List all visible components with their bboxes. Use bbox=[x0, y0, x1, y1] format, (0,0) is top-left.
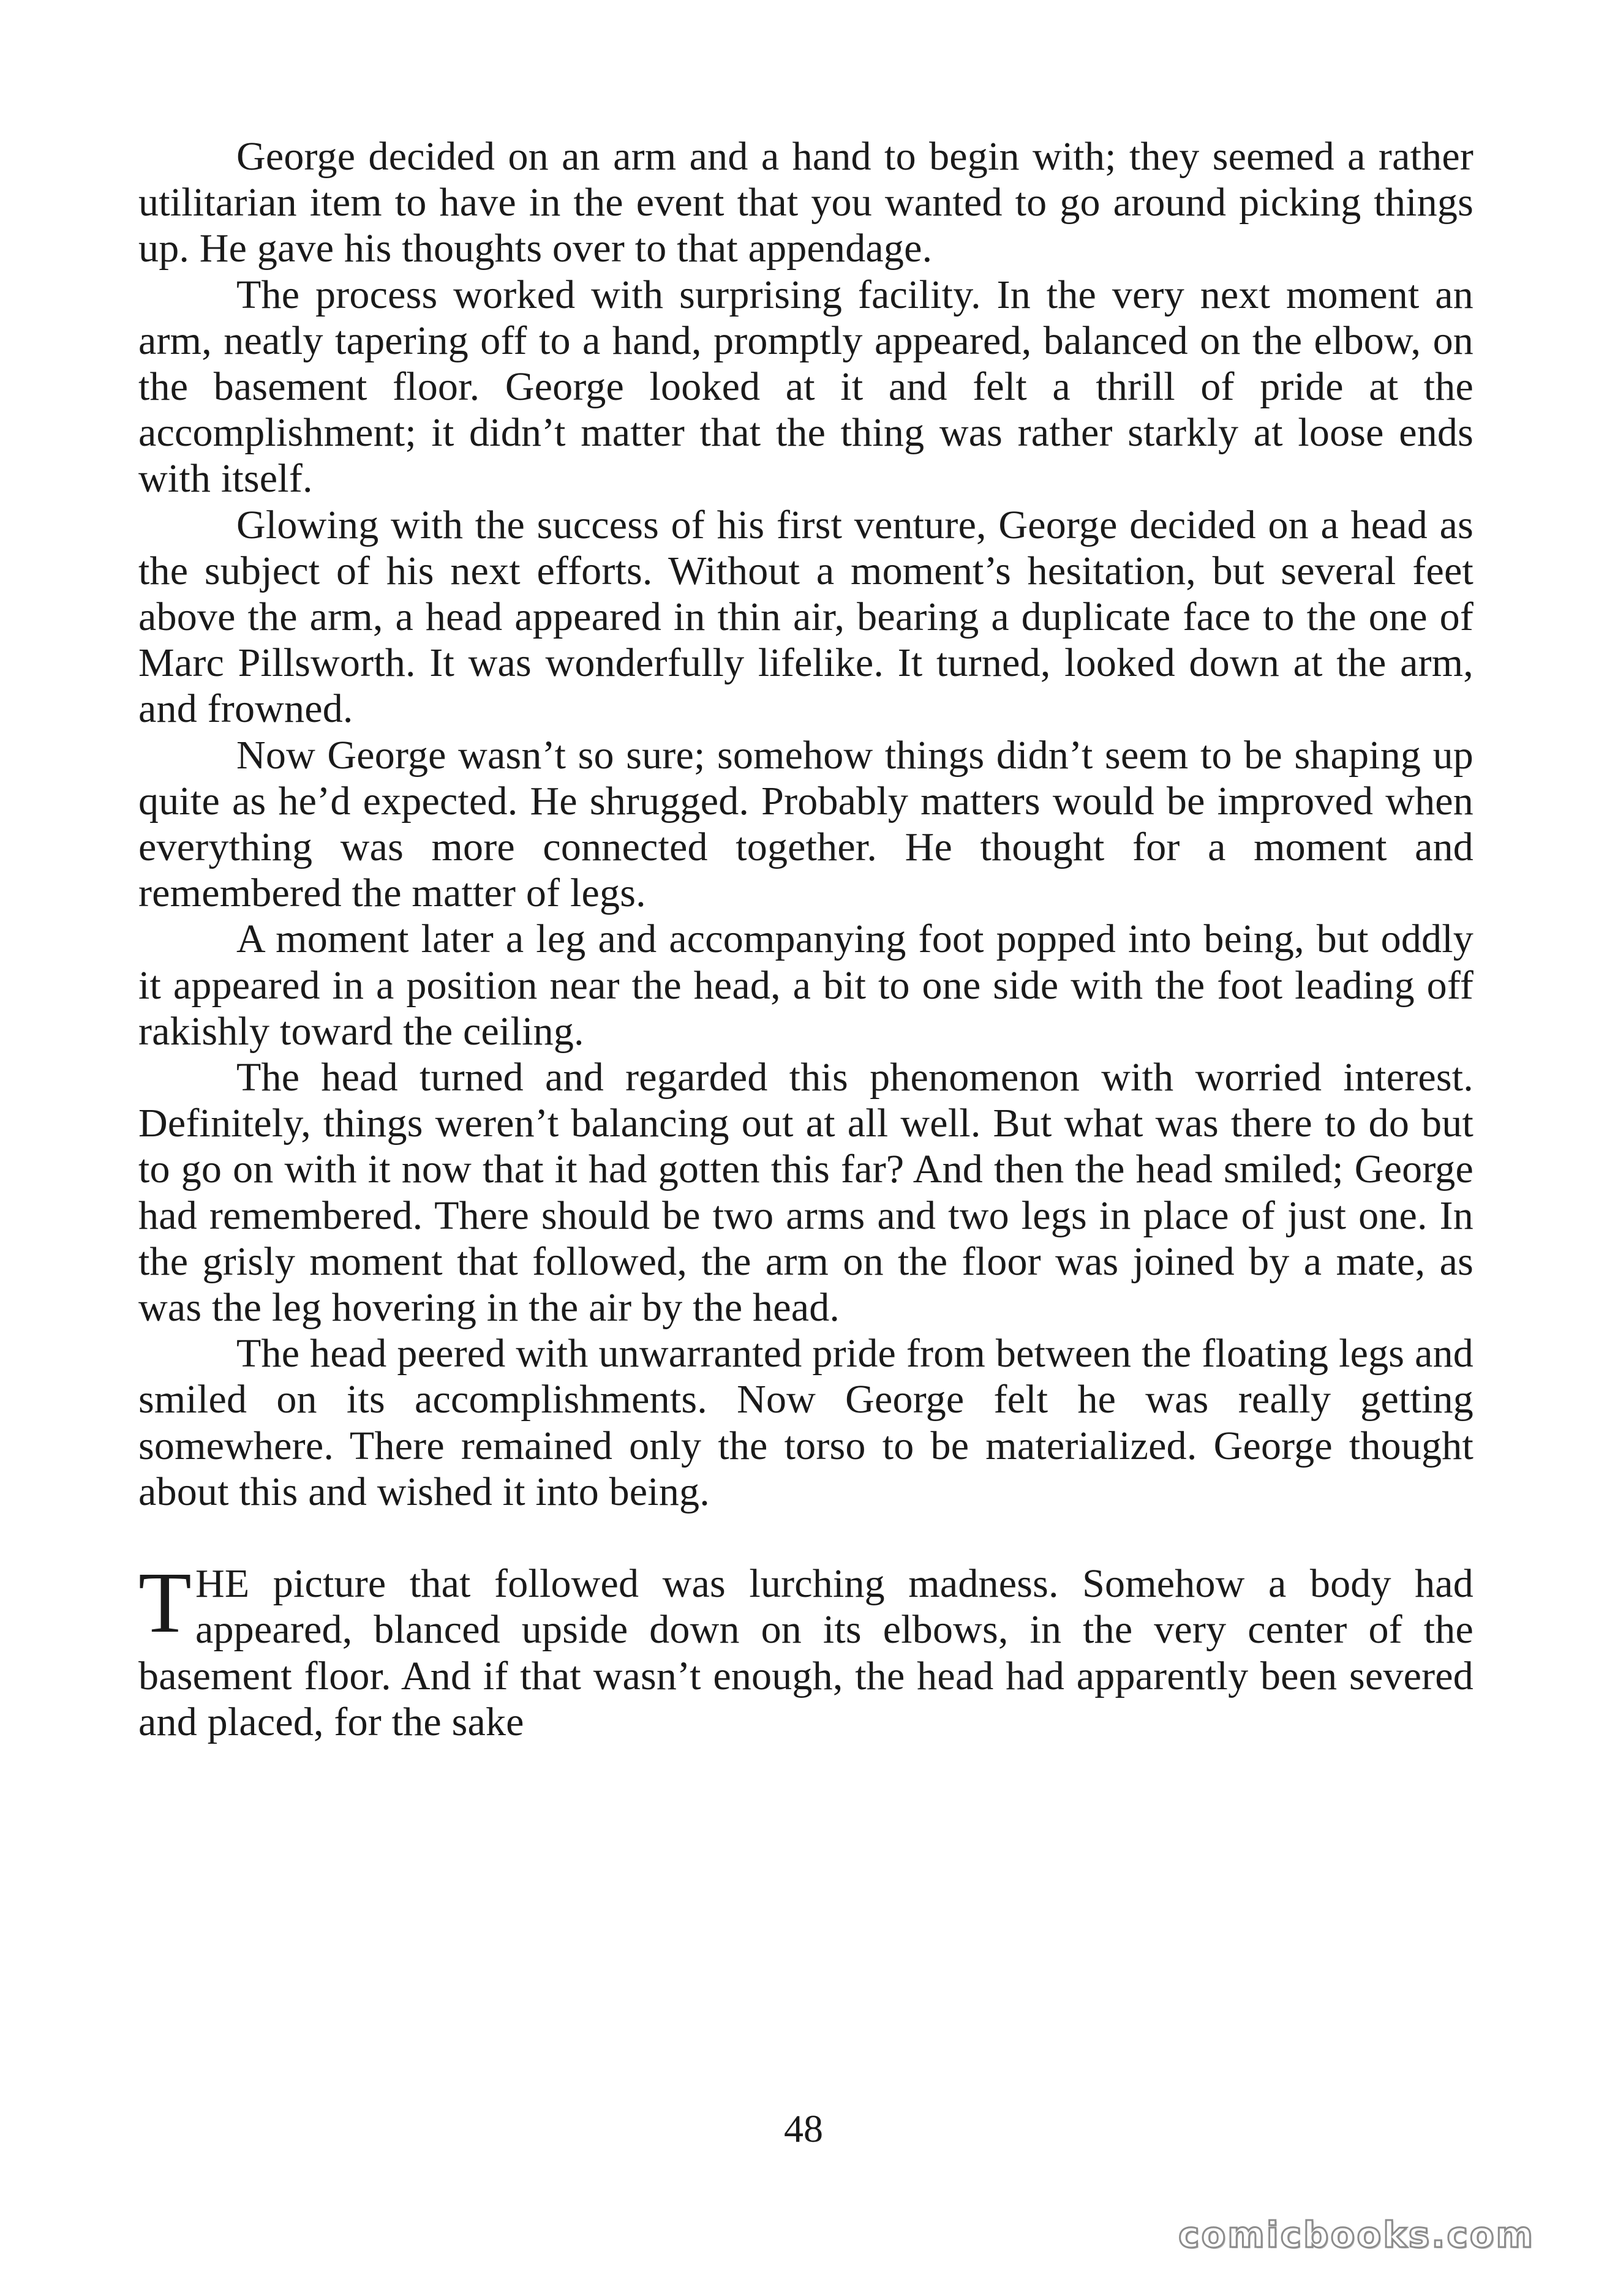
page-number: 48 bbox=[784, 2107, 823, 2150]
paragraph-4: Now George wasn’t so sure; somehow things didn’t seem to be shaping up quite as he’d expected. He shrugged. Probably matters would be improved when everything was more connected together. He thought for a moment and remembered the matter of legs. bbox=[138, 732, 1473, 916]
drop-cap: T bbox=[138, 1554, 192, 1651]
paragraph-7: The head peered with unwarranted pride from between the floating legs and smiled on its accomplishments. Now George felt he was really getting somewhere. There remained only the torso to be materialized. George thought about this and wished it into being. bbox=[138, 1331, 1473, 1514]
watermark-logo: comicbooks.com bbox=[1178, 2214, 1535, 2256]
body-text bbox=[138, 133, 1473, 1745]
paragraph-1: George decided on an arm and a hand to begin with; they seemed a rather utilitarian item to have in the event that you wanted to go around picking things up. He gave his thoughts over to that appendage. bbox=[138, 134, 1473, 271]
section-paragraph bbox=[138, 1554, 1473, 1745]
paragraph-6: The head turned and regarded this phenomenon with worried interest. Definitely, things weren’t balancing out at all well. But what was there to do but to go on with it now that it had gotten this far? And then the head smiled; George had remembered. There should be two arms and two legs in place of just one. In the grisly moment that followed, the arm on the floor was joined by a mate, as was the leg hovering in the air by the head. bbox=[138, 1055, 1473, 1330]
paragraph-3: Glowing with the success of his first venture, George decided on a head as the subject of his next efforts. Without a moment’s hesitation, but several feet above the arm, a head appeared in thin air, bearing a duplicate face to the one of Marc Pillsworth. It was wonderfully lifelike. It turned, looked down at the arm, and frowned. bbox=[138, 502, 1473, 732]
paragraph-2: The process worked with surprising facility. In the very next moment an arm, neatly tapering off to a hand, promptly appeared, balanced on the elbow, on the basement floor. George looked at it and felt a thrill of pride at the accomplishment; it didn’t matter that the thing was rather starkly at loose ends with itself. bbox=[138, 272, 1473, 501]
section-paragraph-text: HE picture that followed was lurching madness. Somehow a body had appeared, blanced upside down on its elbows, in the very center of the basement floor. And if that wasn’t enough, the head had apparently been severed and placed, for the sake bbox=[138, 1561, 1473, 1744]
section-break bbox=[138, 1515, 1473, 1561]
paragraph-5: A moment later a leg and accompanying foot popped into being, but oddly it appeared in a position near the head, a bit to one side with the foot leading off rakishly toward the ceiling. bbox=[138, 917, 1473, 1054]
